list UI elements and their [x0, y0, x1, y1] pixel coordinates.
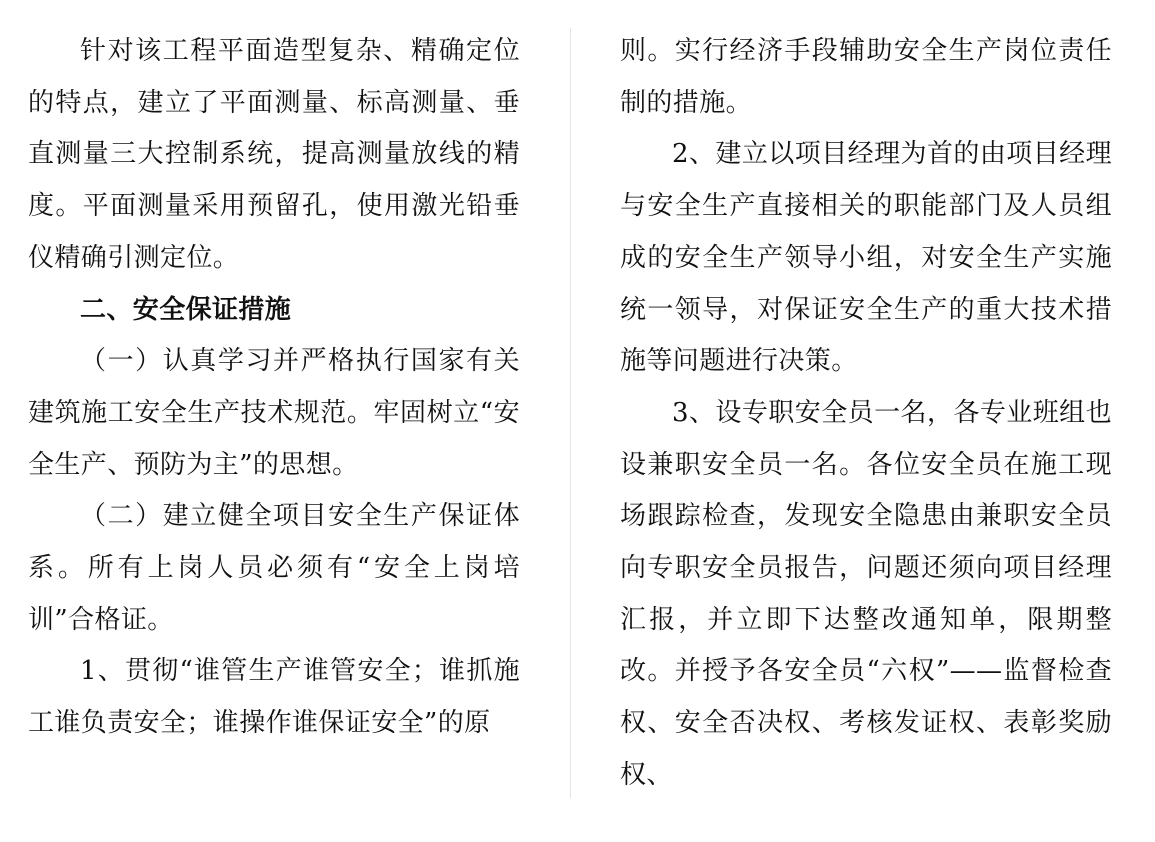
- paragraph-safety-officers: 3、设专职安全员一名，各专业班组也设兼职安全员一名。各位安全员在施工现场跟踪检查，发现安全隐患由兼职安全员向专职安全员报告，问题还须向项目经理汇报，并立即下达整改通知单，限期整改。并授予各安全员“六权”——监督检查权、安全否决权、考核发证权、表彰奖励权、: [620, 397, 1112, 790]
- left-column: [28, 26, 520, 750]
- column-divider: [570, 28, 571, 798]
- right-column: [620, 26, 1112, 802]
- paragraph-safety-system: （二）建立健全项目安全生产保证体系。所有上岗人员必须有“安全上岗培训”合格证。: [28, 501, 520, 635]
- paragraph-leadership-group: 2、建立以项目经理为首的由项目经理与安全生产直接相关的职能部门及人员组成的安全生产领导小组，对安全生产实施统一领导，对保证安全生产的重大技术措施等问题进行决策。: [620, 139, 1112, 377]
- paragraph-principle-1-end: 则。实行经济手段辅助安全生产岗位责任制的措施。: [620, 36, 1112, 118]
- paragraph-survey-system: 针对该工程平面造型复杂、精确定位的特点，建立了平面测量、标高测量、垂直测量三大控制系统，提高测量放线的精度。平面测量采用预留孔，使用激光铅垂仪精确引测定位。: [28, 36, 520, 273]
- section-heading-safety-measures: 二、安全保证措施: [80, 294, 292, 325]
- paragraph-study-regulations: （一）认真学习并严格执行国家有关建筑施工安全生产技术规范。牢固树立“安全生产、预防为主”的思想。: [28, 346, 520, 480]
- paragraph-principle-1-start: 1、贯彻“谁管生产谁管安全；谁抓施工谁负责安全；谁操作谁保证安全”的原: [28, 656, 520, 739]
